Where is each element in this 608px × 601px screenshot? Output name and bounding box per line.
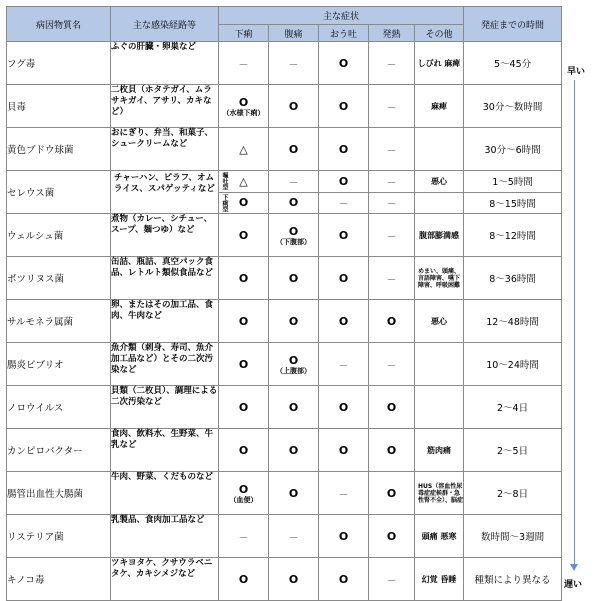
pain-cell-value: O [288,353,299,367]
onset-time-value: 数時間～3週間 [481,532,545,543]
onset-time-value: 10～24時間 [486,360,539,371]
infection-route [111,300,219,343]
table-row [7,85,562,128]
food-poisoning-table [6,6,562,601]
pathogen-name-value: カンピロバクター [7,446,83,457]
other-symptom-cell [415,386,464,429]
fever-cell [369,171,415,193]
other-symptom-cell [415,128,464,171]
pathogen-name [7,429,111,472]
infection-route [111,558,219,601]
infection-route-value: ツキヨタケ、クサウラベニタケ、カキシメジなど [111,558,213,579]
pain-cell-value: O [288,314,299,328]
fever-cell [369,472,415,515]
pathogen-name-value: 貝毒 [7,102,27,113]
fever-cell-value: － [386,274,397,286]
diarrhea-cell-value: O [238,357,249,371]
onset-time [464,343,562,386]
pathogen-name [7,300,111,343]
vomit-cell-value: O [338,443,349,457]
vomit-cell [319,343,369,386]
pain-cell-value: － [288,177,299,189]
infection-route [111,42,219,85]
pain-cell-value: O [288,271,299,285]
table-row [7,429,562,472]
vomit-cell [319,171,369,193]
other-symptom-cell [415,42,464,85]
onset-time [464,214,562,257]
vomit-cell-value: － [338,489,349,501]
pathogen-name [7,558,111,601]
diarrhea-cell [219,85,269,128]
onset-time-value: 種類により異なる [474,575,551,586]
diarrhea-cell-value: O [238,572,249,586]
fever-cell [369,85,415,128]
pathogen-name-value: リステリア菌 [7,532,64,543]
vomit-cell [319,128,369,171]
onset-time-value: 8～15時間 [489,198,536,210]
vomit-cell-value: O [338,529,349,543]
header-pathogen: 病因物質名 [7,7,111,42]
pathogen-name-value: セレウス菌 [7,188,55,199]
vomit-cell [319,429,369,472]
header-symptoms-group: 主な症状 [219,7,464,25]
diarrhea-cell [219,214,269,257]
infection-route-text: チャーハン、ピラフ、オムライス、スパゲッティなど [114,173,215,194]
vomit-cell [319,257,369,300]
vomit-cell [319,192,369,214]
table-row [7,300,562,343]
infection-route [111,171,219,214]
infection-route-value: 貝類（二枚貝）、調理による二次汚染など [111,386,218,407]
other-symptom-cell [415,429,464,472]
fever-cell-value: － [386,199,397,211]
onset-time [464,192,562,214]
fever-cell [369,300,415,343]
other-symptom-cell [415,300,464,343]
diarrhea-cell [219,515,269,558]
fever-cell [369,515,415,558]
onset-time-value: 30分～数時間 [482,102,543,113]
onset-time-value: 1～5時間 [492,177,533,189]
infection-route [111,85,219,128]
pathogen-name [7,85,111,128]
fever-cell [369,42,415,85]
other-symptom-cell [415,192,464,214]
onset-time-value: 2～5日 [497,446,529,457]
pain-cell-note: （上腹部） [276,366,311,375]
infection-route [111,429,219,472]
pathogen-name [7,515,111,558]
fever-cell [369,128,415,171]
vomit-cell [319,85,369,128]
fever-cell [369,558,415,601]
other-symptom-cell [415,214,464,257]
pathogen-name-value: サルモネラ属菌 [7,317,74,328]
pain-cell-note: （下腹部） [276,237,311,246]
pathogen-name-value: ボツリヌス菌 [7,274,65,285]
pain-cell-value: O [288,196,299,210]
fever-cell-value: － [386,145,397,157]
onset-time [464,42,562,85]
pain-cell [269,386,319,429]
label-slow: 遅い [564,580,583,590]
onset-time [464,515,562,558]
other-symptom-cell-value: 腹部膨満感 [419,230,460,240]
other-symptom-cell [415,85,464,128]
diarrhea-cell-value: △ [239,174,248,188]
other-symptom-cell [415,257,464,300]
pain-cell-value: O [288,572,299,586]
pain-cell-value: O [288,400,299,414]
infection-route [111,386,219,429]
pathogen-name-value: 腸管出血性大腸菌 [7,489,84,500]
diarrhea-cell [219,558,269,601]
vomit-cell [319,42,369,85]
pain-cell [269,558,319,601]
infection-route [111,214,219,257]
diarrhea-cell-value: △ [239,142,248,156]
fever-cell [369,214,415,257]
fever-cell-value: － [386,177,397,189]
pathogen-name [7,257,111,300]
pain-cell [269,192,319,214]
diarrhea-cell-value: O [238,314,249,328]
pain-cell-value: O [288,443,299,457]
onset-time-value: 30分～6時間 [484,145,541,156]
fever-cell-value: － [386,102,397,114]
infection-route-value: 乳製品、食肉加工品など [111,515,205,525]
vomit-cell-value: O [338,56,349,70]
infection-route-value: ふぐの肝臓・卵巣など [111,42,197,52]
onset-time-value: 2～4日 [497,403,529,414]
diarrhea-cell [219,343,269,386]
table-row [7,343,562,386]
vomit-cell-value: － [338,360,349,372]
fever-cell-value: － [386,575,397,587]
other-symptom-cell [415,472,464,515]
other-symptom-cell [415,171,464,193]
pathogen-name-value: ノロウイルス [7,403,64,414]
fever-cell-value: O [386,314,397,328]
vomit-cell-value: O [338,572,349,586]
other-symptom-cell [415,558,464,601]
onset-time-value: 12～48時間 [486,317,539,328]
infection-route-value: 煮物（カレー、シチュー、スープ、麺つゆ）など [111,214,213,235]
other-symptom-cell-value: 悪心 [431,176,448,186]
other-symptom-cell-value: 頭痛 悪寒 [421,531,457,541]
fever-cell [369,257,415,300]
diarrhea-cell [219,429,269,472]
header-abdominal-pain: 腹痛 [269,25,319,42]
onset-time-value: 8～36時間 [489,274,536,285]
header-fever: 発熱 [369,25,415,42]
infection-route [111,257,219,300]
pain-cell-value: － [288,59,299,71]
fever-cell-value: O [386,400,397,414]
infection-route-value: 缶詰、瓶詰、真空パック食品、レトルト類似食品など [111,257,214,278]
vomit-cell-value: O [338,228,349,242]
onset-time-value: 8～12時間 [489,231,536,242]
diarrhea-cell-value: O [238,228,249,242]
table-row [7,214,562,257]
pain-cell [269,257,319,300]
diarrhea-cell-value: － [238,59,249,71]
infection-route-value: 食肉、飲料水、生野菜、牛乳など [111,429,214,450]
fever-cell [369,192,415,214]
table-row [7,386,562,429]
fever-cell [369,386,415,429]
pain-cell [269,85,319,128]
table-row [7,171,562,193]
pain-cell [269,515,319,558]
onset-time [464,472,562,515]
other-symptom-cell-value: めまい、頭痛、言語障害、嚥下障害、呼吸困難 [418,267,461,289]
onset-time [464,386,562,429]
infection-route [111,515,219,558]
pain-cell-value: O [288,224,299,238]
fever-cell-value: O [386,443,397,457]
fever-cell-value: － [386,59,397,71]
diarrhea-cell [219,171,269,193]
pain-cell-value: O [288,486,299,500]
table-row [7,42,562,85]
infection-route-value: おにぎり、弁当、和菓子、シュークリームなど [111,128,214,149]
pain-cell [269,300,319,343]
infection-route-value: 卵、またはその加工品、食肉、牛肉など [111,300,214,321]
diarrhea-cell [219,192,269,214]
infection-route [111,343,219,386]
other-symptom-cell [415,343,464,386]
header-route: 主な感染経路等 [111,7,219,42]
vomit-cell-value: O [338,174,349,188]
infection-route [111,472,219,515]
infection-route-value: 二枚貝（ホタテガイ、ムラサキガイ、アサリ、カキなど） [111,85,212,117]
pathogen-name-value: 黄色ブドウ球菌 [7,145,74,156]
onset-time-value: 2～8日 [497,489,529,500]
pathogen-name [7,343,111,386]
cereus-type-label: 下痢型 [221,193,228,212]
pain-cell [269,343,319,386]
table-row [7,472,562,515]
vomit-cell-value: O [338,99,349,113]
onset-time [464,171,562,193]
diarrhea-cell [219,300,269,343]
pain-cell [269,171,319,193]
vomit-cell [319,472,369,515]
infection-route-value: 牛肉、野菜、くだものなど [111,472,214,482]
vomit-cell [319,300,369,343]
header-onset: 発症までの時間 [464,7,562,42]
diarrhea-cell [219,128,269,171]
pain-cell [269,128,319,171]
fever-cell-value: O [386,529,397,543]
fever-cell-value: － [386,231,397,243]
diarrhea-cell-value: O [238,95,249,109]
header-vomiting: おう吐 [319,25,369,42]
other-symptom-cell-value: 麻痺 [431,101,448,111]
diarrhea-cell-value: O [238,400,249,414]
vomit-cell [319,214,369,257]
vomit-cell-value: O [338,400,349,414]
other-symptom-cell-value: しびれ 麻痺 [417,58,461,68]
fever-cell [369,343,415,386]
diarrhea-cell [219,42,269,85]
speed-arrow [574,80,575,566]
cereus-type-label: 嘔吐型 [221,172,228,190]
vomit-cell [319,558,369,601]
pathogen-name [7,214,111,257]
pain-cell-value: O [288,142,299,156]
pathogen-name-value: フグ毒 [7,59,36,70]
other-symptom-cell-value: HUS（溶血性尿毒症症候群・急性腎不全）、脳症 [418,482,464,504]
other-symptom-cell-value: 幻覚 昏睡 [421,574,457,584]
diarrhea-cell-value: O [238,443,249,457]
label-fast: 早い [567,67,586,77]
pain-cell-value: O [288,99,299,113]
diarrhea-cell-note: （血便） [229,495,258,504]
pathogen-name [7,472,111,515]
vomit-cell-value: O [338,271,349,285]
pathogen-name [7,386,111,429]
diarrhea-cell-value: O [238,271,249,285]
onset-time [464,429,562,472]
header-diarrhea: 下痢 [219,25,269,42]
infection-route-value: 魚介類（刺身、寿司、魚介加工品など）とその二次汚染など [111,343,214,375]
onset-time [464,128,562,171]
pathogen-name-value: ウェルシュ菌 [7,231,64,242]
diarrhea-cell-value: O [238,196,249,210]
fever-cell-value: O [386,486,397,500]
pathogen-name [7,42,111,85]
pain-cell [269,472,319,515]
diarrhea-cell [219,472,269,515]
onset-time-value: 5～45分 [493,59,532,70]
vomit-cell-value: － [338,199,349,211]
other-symptom-cell-value: 悪心 [431,316,448,326]
header-other: その他 [415,25,464,42]
onset-time [464,85,562,128]
pathogen-name [7,171,111,214]
diarrhea-cell-value: － [238,532,249,544]
vomit-cell [319,386,369,429]
pain-cell [269,214,319,257]
onset-time [464,558,562,601]
diarrhea-cell-value: O [238,482,249,496]
vomit-cell-value: O [338,142,349,156]
pain-cell [269,42,319,85]
pathogen-name [7,128,111,171]
pain-cell-value: － [288,532,299,544]
pathogen-name-value: 腸炎ビブリオ [7,360,64,371]
vomit-cell [319,515,369,558]
pathogen-name-value: キノコ毒 [7,575,45,586]
fever-cell [369,429,415,472]
diarrhea-cell [219,257,269,300]
infection-route [111,128,219,171]
table-row [7,128,562,171]
vomit-cell-value: O [338,314,349,328]
table-row [7,515,562,558]
fever-cell-value: － [386,360,397,372]
table-row [7,558,562,601]
pain-cell [269,429,319,472]
other-symptom-cell [415,515,464,558]
table-row [7,257,562,300]
onset-time [464,300,562,343]
other-symptom-cell-value: 筋肉痛 [427,445,452,455]
diarrhea-cell-note: （水様下痢） [222,108,265,117]
diarrhea-cell [219,386,269,429]
arrow-head-icon [570,564,578,571]
onset-time [464,257,562,300]
